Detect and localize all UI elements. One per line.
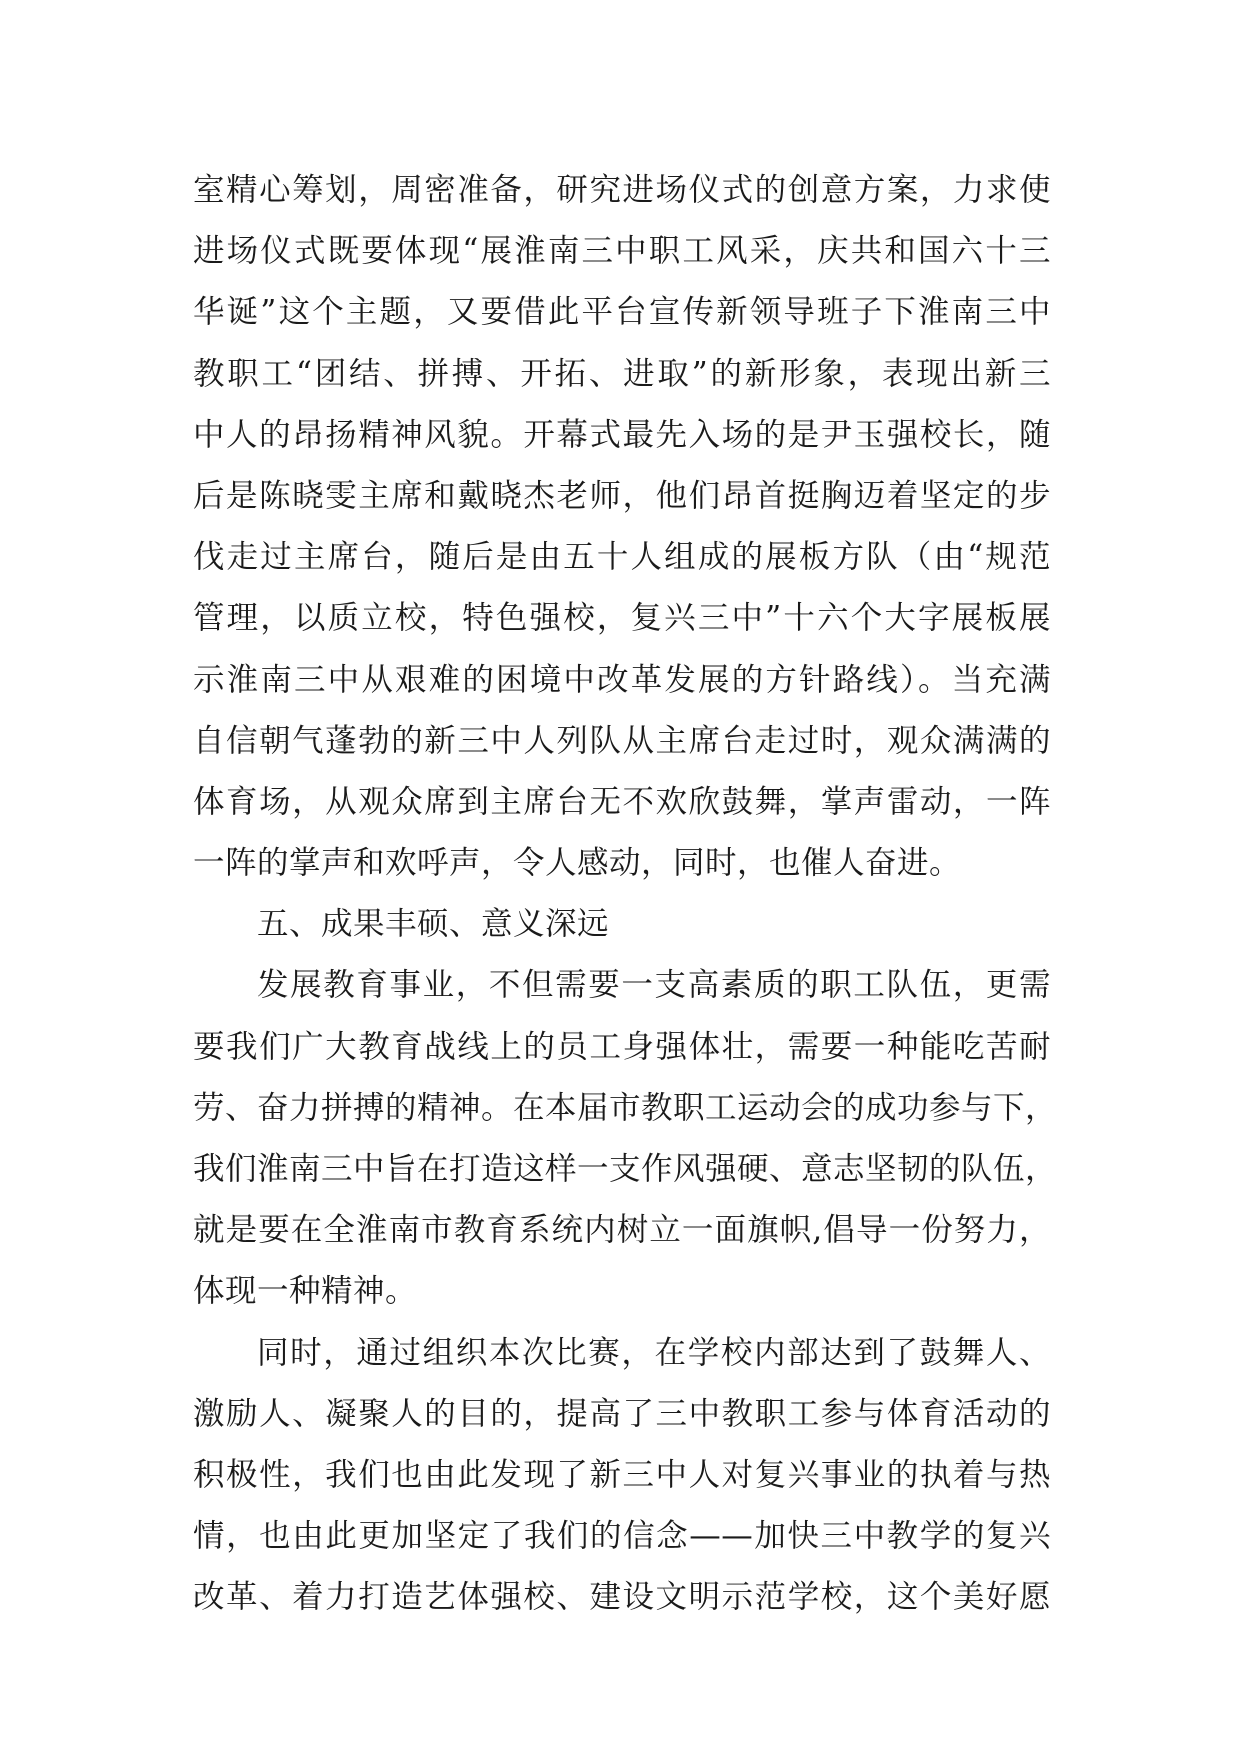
text-line-6: 后是陈晓雯主席和戴晓杰老师，他们昂首挺胸迈着坚定的步 [193,477,1051,514]
text-line-5: 中人的昂扬精神风貌。开幕式最先入场的是尹玉强校长，随 [193,416,1051,453]
text-line-22: 积极性，我们也由此发现了新三中人对复兴事业的执着与热 [193,1456,1051,1493]
text-line-2: 进场仪式既要体现“展淮南三中职工风采，庆共和国六十三 [193,233,1051,270]
text-line-15: 要我们广大教育战线上的员工身强体壮，需要一种能吃苦耐 [193,1028,1051,1065]
text-line-3: 华诞”这个主题，又要借此平台宣传新领导班子下淮南三中 [193,294,1051,331]
text-line-12: 一阵的掌声和欢呼声，令人感动，同时，也催人奋进。 [193,845,962,882]
text-line-14: 发展教育事业，不但需要一支高素质的职工队伍，更需 [257,967,1051,1004]
text-line-23: 情，也由此更加坚定了我们的信念——加快三中教学的复兴 [193,1518,1051,1555]
text-line-16: 劳、奋力拼搏的精神。在本届市教职工运动会的成功参与下， [193,1089,1058,1126]
text-line-19: 体现一种精神。 [193,1273,418,1310]
text-line-4: 教职工“团结、拼搏、开拓、进取”的新形象，表现出新三 [193,355,1051,392]
text-line-24: 改革、着力打造艺体强校、建设文明示范学校，这个美好愿 [193,1579,1051,1616]
text-line-11: 体育场，从观众席到主席台无不欢欣鼓舞，掌声雷动，一阵 [193,783,1051,820]
text-line-18: 就是要在全淮南市教育系统内树立一面旗帜,倡导一份努力， [193,1212,1051,1249]
text-line-1: 室精心筹划，周密准备，研究进场仪式的创意方案，力求使 [193,172,1051,208]
text-line-10: 自信朝气蓬勃的新三中人列队从主席台走过时，观众满满的 [193,722,1051,759]
text-line-17: 我们淮南三中旨在打造这样一支作风强硬、意志坚韧的队伍， [193,1151,1058,1187]
text-line-21: 激励人、凝聚人的目的，提高了三中教职工参与体育活动的 [193,1395,1051,1432]
text-line-9: 示淮南三中从艰难的困境中改革发展的方针路线）。当充满 [193,661,1051,698]
text-line-20: 同时，通过组织本次比赛，在学校内部达到了鼓舞人、 [257,1334,1051,1371]
text-line-7: 伐走过主席台，随后是由五十人组成的展板方队（由“规范 [193,539,1051,576]
document-page [193,160,1058,1629]
section-heading: 五、成果丰硕、意义深远 [257,906,610,943]
text-line-8: 管理，以质立校，特色强校，复兴三中”十六个大字展板展 [193,600,1051,637]
